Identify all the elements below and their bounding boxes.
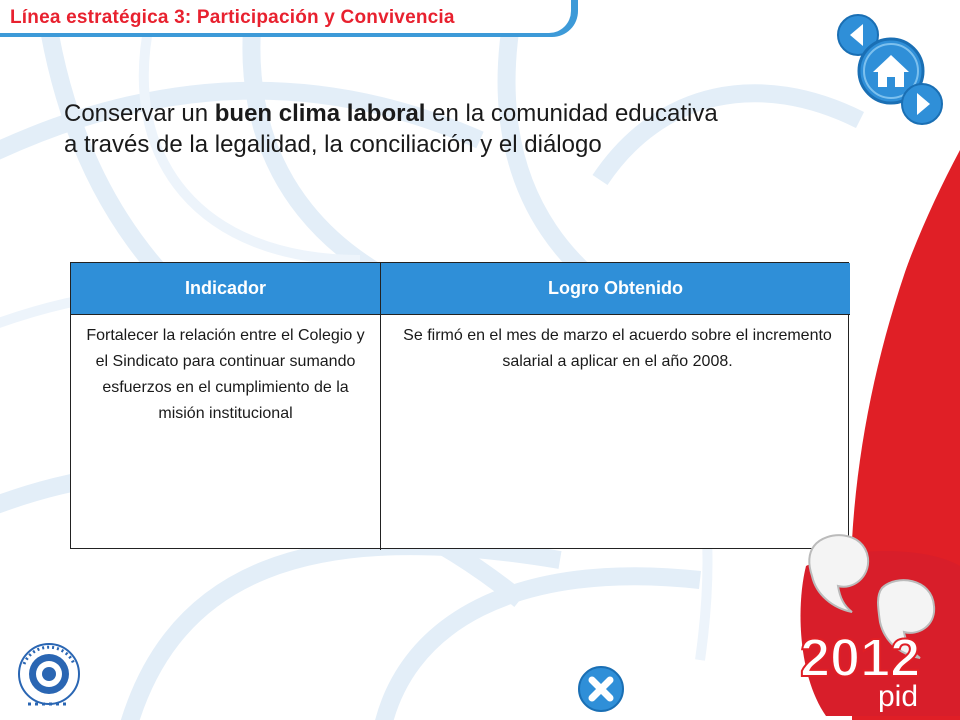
indicators-table	[70, 262, 849, 549]
arrow-right-icon	[900, 82, 944, 126]
title-tab-inner	[0, 0, 571, 33]
heading-line1-suffix: en la comunidad educativa	[425, 100, 718, 127]
svg-text:2012: 2012	[800, 628, 921, 688]
column-header-logro: Logro Obtenido	[381, 263, 850, 315]
heading-line1-bold: buen clima laboral	[214, 100, 426, 127]
section-heading	[64, 98, 824, 160]
column-header-indicador: Indicador	[71, 263, 381, 315]
forward-button[interactable]	[900, 82, 944, 126]
table-cell-indicador: Fortalecer la relación entre el Colegio y el Sindicato para continuar sumando esfuerzos en el cumplimiento de la misión institucional	[71, 315, 381, 550]
page-title: Línea estratégica 3: Participación y Convivencia	[10, 7, 455, 28]
cecytec-logo	[12, 634, 86, 714]
table-cell-logro: Se firmó en el mes de marzo el acuerdo sobre el incremento salarial a aplicar en el año 2008.	[403, 327, 832, 370]
pid-2012-logo	[786, 526, 960, 720]
close-button[interactable]	[576, 664, 626, 714]
close-icon	[576, 664, 626, 714]
title-tab	[0, 0, 578, 37]
heading-line1-prefix: Conservar un	[64, 100, 215, 127]
svg-text:pid: pid	[878, 680, 919, 713]
heading-line2: a través de la legalidad, la conciliación y el diálogo	[64, 131, 602, 158]
